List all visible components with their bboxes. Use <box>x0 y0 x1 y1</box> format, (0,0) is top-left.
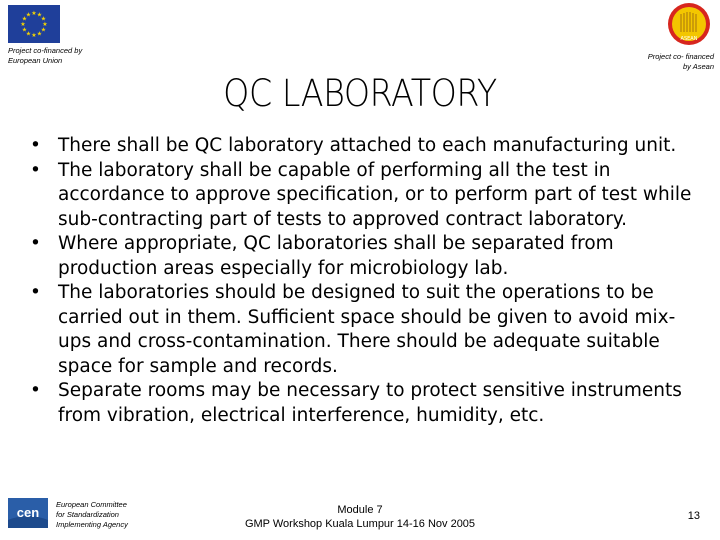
asean-logo-text: ASEAN <box>680 36 698 42</box>
cen-caption <box>56 500 166 530</box>
cen-caption-line: European Committee <box>56 500 127 509</box>
bullet-icon: • <box>30 159 41 181</box>
svg-text:★: ★ <box>20 21 26 28</box>
bullet-item <box>30 159 705 233</box>
slide-title: QC LABORATORY <box>223 72 497 115</box>
svg-text:★: ★ <box>21 26 28 34</box>
bullet-item <box>30 134 705 159</box>
cen-emblem-icon <box>8 498 48 528</box>
asean-emblem-icon <box>667 2 711 46</box>
eu-flag-logo <box>8 5 60 43</box>
asean-logo <box>667 2 711 46</box>
asean-cofinance-caption <box>594 52 714 72</box>
svg-text:★: ★ <box>36 11 43 19</box>
eu-caption-line: Project co-financed by <box>8 46 83 55</box>
bullet-text: Where appropriate, QC laboratories shall be separated from production areas especially for microbiology lab. <box>58 233 614 279</box>
bullet-text: The laboratory shall be capable of performing all the test in accordance to approve specification, or to perform part of test while sub-contracting part of tests to approved contract laboratory. <box>58 159 692 230</box>
cen-caption-line: Implementing Agency <box>56 520 128 529</box>
eu-cofinance-caption <box>8 46 128 66</box>
bullet-text: There shall be QC laboratory attached to each manufacturing unit. <box>58 135 677 156</box>
svg-text:★: ★ <box>31 32 37 39</box>
page-number: 13 <box>687 510 700 522</box>
bullet-text: The laboratories should be designed to suit the operations to be carried out in them. Sufficient space should be given to avoid mix-ups and cross-contamination. There should be adequate suitable space for sample and records. <box>58 282 676 377</box>
svg-text:★: ★ <box>31 10 37 17</box>
bullet-icon: • <box>30 282 41 303</box>
svg-text:★: ★ <box>36 30 43 38</box>
bullet-item <box>30 232 705 281</box>
footer-info <box>210 503 510 531</box>
cen-logo <box>8 498 48 528</box>
eu-caption-line: European Union <box>8 56 63 65</box>
cen-caption-line: for Standardization <box>56 510 119 519</box>
eu-stars-icon <box>8 5 60 43</box>
bullet-item <box>30 379 705 428</box>
svg-text:★: ★ <box>21 15 28 23</box>
svg-text:★: ★ <box>25 30 32 38</box>
svg-text:★: ★ <box>42 21 48 28</box>
bullet-item <box>30 281 705 379</box>
svg-text:★: ★ <box>40 15 47 23</box>
cen-logo-text: cen <box>16 505 40 520</box>
bullet-icon: • <box>30 380 41 401</box>
asean-caption-line: Project co- financed <box>647 52 714 61</box>
asean-caption-line: by Asean <box>683 62 714 71</box>
bullet-icon: • <box>30 233 41 254</box>
bullet-list <box>30 134 705 428</box>
bullet-text: Separate rooms may be necessary to protect sensitive instruments from vibration, electrical interference, humidity, etc. <box>58 380 682 426</box>
footer-workshop: GMP Workshop Kuala Lumpur 14-16 Nov 2005 <box>244 518 476 530</box>
footer-module: Module 7 <box>337 504 383 516</box>
svg-text:★: ★ <box>40 26 47 34</box>
svg-text:★: ★ <box>25 11 32 19</box>
bullet-icon: • <box>30 135 41 156</box>
